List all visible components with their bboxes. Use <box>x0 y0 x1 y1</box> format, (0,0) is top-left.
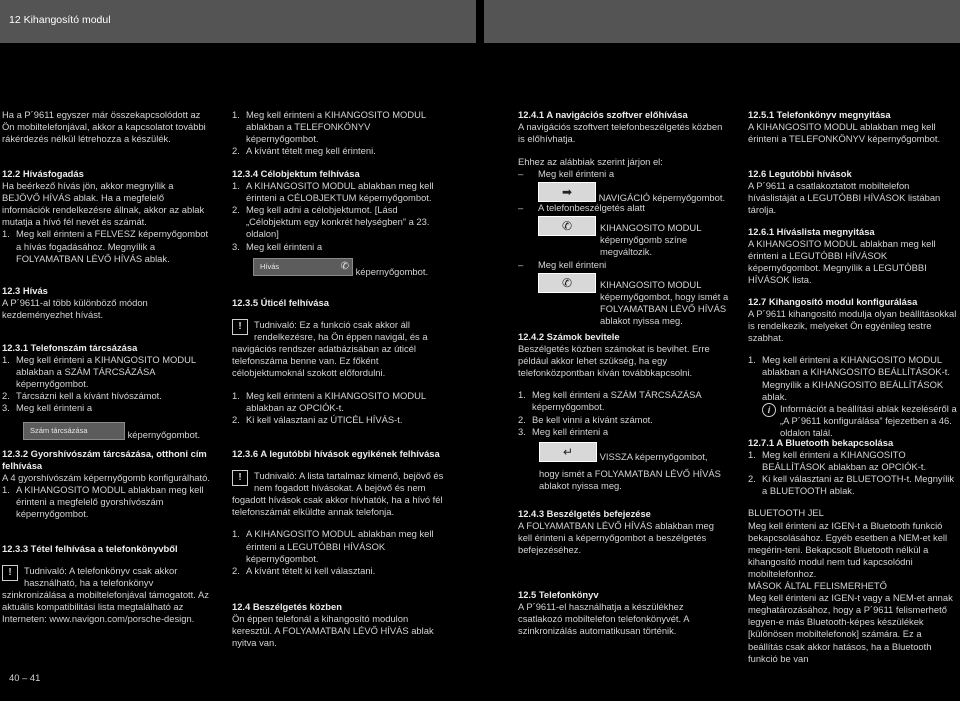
list-item: 2. Be kell vinni a kívánt számot. <box>518 413 653 425</box>
list-item: 3. Meg kell érinteni a <box>518 425 609 437</box>
warning-icon: ! <box>2 565 18 581</box>
phone-icon: ✆ <box>340 260 349 272</box>
section-title: 12.4 Beszélgetés közben <box>232 601 342 612</box>
section-12-3-5 <box>232 297 444 426</box>
navigation-button[interactable] <box>538 182 596 202</box>
list-item: 1. Meg kell érinteni a KIHANGOSITO MODUL ablakban az OPCIÓK-t. <box>232 389 426 413</box>
section-12-7 <box>748 296 958 439</box>
info-item: i Információt a beállítási ablak kezeléséről a „A P´9611 konfigurálása” fejezetben a 46. oldalon talál. <box>748 403 958 439</box>
header-right <box>484 0 960 43</box>
list-item: 2. Ki kell választani az BLUETOOTH-t. Megnyílik a BLUETOOTH ablak. <box>748 473 955 497</box>
section-text: Ön éppen telefonál a kihangosító modulon keresztül. A FOLYAMATBAN LÉVŐ HÍVÁS ablak nyitva van. <box>232 613 434 649</box>
section-text: A P´9611 a csatlakoztatott mobiltelefon híváslistáját a LEGUTÓBBI HÍVÁSOK listában tárolja. <box>748 180 941 216</box>
list-item: 1. A KIHANGOSITO MODUL ablakban meg kell érinteni a LEGUTÓBBI HÍVÁSOK képernyőgombot. <box>232 528 434 564</box>
bluetooth-signal-title: BLUETOOTH JEL <box>748 507 824 519</box>
back-button[interactable] <box>539 442 597 462</box>
section-title: 12.3.5 Úticél felhívása <box>232 297 329 308</box>
header-bar <box>0 0 960 43</box>
list-item: 2. A kívánt tételt meg kell érinteni. <box>232 145 376 157</box>
section-title: 12.5 Telefonkönyv <box>518 589 599 600</box>
section-title: 12.3 Hívás <box>2 285 48 296</box>
warning-icon: ! <box>232 319 248 335</box>
bluetooth-signal-text: Meg kell érinteni az IGEN-t a Bluetooth funkció bekapcsolásához. Egyéb esetben a NEM-et kell megérin-teni. Bekapcsolt Bluetooth nélkül a kihangosító modul nem tud kapcsolódni mobiltelefonhoz. <box>748 519 948 579</box>
section-text: Ha beérkező hívás jön, akkor megnyílik a BEJÖVŐ HÍVÁS ablak. Ha a megfelelő információk rendelkezésre állnak, akkor az ablak mutatja a hívó fél nevét és számát. <box>2 180 205 228</box>
section-text: A navigációs szoftvert telefonbeszélgetés közben is előhívhatja. <box>518 121 723 145</box>
section-text: A 4 gyorshívószám képernyőgomb konfigurálható. <box>2 472 210 484</box>
section-title: 12.6 Legutóbbi hívások <box>748 168 852 179</box>
list-item: 2. Tárcsázni kell a kívánt hívószámot. <box>2 390 162 402</box>
handsfree-return-button[interactable] <box>538 273 596 293</box>
arrow-right-icon: ➡ <box>561 185 573 200</box>
section-12-3-1: 12.3.1 Telefonszám tárcsázása 1. Meg kell érinteni a KIHANGOSITO MODUL ablakban a SZÁM TÁRCSÁZÁSA képernyőgombot. 2. Tárcsázni kell a kívánt hívószámot. 3. Meg kell érinteni a Szám tárcsázása képernyőgombot. <box>2 342 214 440</box>
list-item: 3. Meg kell érinteni a <box>2 402 93 414</box>
section-12-3 <box>2 285 214 321</box>
section-12-4 <box>232 601 444 649</box>
list-item: 2. Ki kell választani az ÚTICÉL HÍVÁS-t. <box>232 413 403 425</box>
visible-text: Meg kell érinteni az IGEN-t vagy a NEM-et annak meghatározásához, hogy a P´9611 felismerhető legyen-e más Bluetooth-képes készülékek [különösen mobiltelefonok] számára. Ez a beállítás csak akkor hatásos, ha a Bluetooth funkció be van <box>748 592 953 664</box>
note-text: Tudnivaló: Ez a funkció csak akkor áll rendelkezésre, ha Ön éppen navigál, és a navigációs rendszer adatbázisában az úticél telefonszáma benne van. Ez főként célobjektumoknál szokott előfordulni. <box>232 319 428 379</box>
section-title: 12.4.3 Beszélgetés befejezése <box>518 508 651 519</box>
section-12-3-2 <box>2 448 214 521</box>
section-12-4-3 <box>518 508 730 556</box>
handsfree-button[interactable] <box>538 216 596 236</box>
section-12-3-4: 12.3.4 Célobjektum felhívása 1. A KIHANGOSITO MODUL ablakban meg kell érinteni a CÉLOBJEKTUM képernyőgombot. 2. Meg kell adni a célobjektumot. [Lásd „Célobjektum egy konkrét helységben” a 23. oldalon] 3. Meg kell érinteni a Hívás ✆ képernyőgombot. <box>232 168 444 276</box>
section-12-7-1 <box>748 437 958 665</box>
section-title: 12.2 Hívásfogadás <box>2 168 84 179</box>
list-item: 1. Meg kell érinteni a KIHANGOSITO MODUL ablakban a KIHANGOSITO BEÁLLÍTÁSOK-t. Megnyílik a KIHANGOSITO BEÁLLÍTÁSOK ablak. <box>748 354 950 402</box>
section-title: 12.3.6 A legutóbbi hívások egyikének felhívása <box>232 448 440 459</box>
section-12-6 <box>748 168 958 216</box>
section-title: 12.6.1 Híváslista megnyitása <box>748 226 875 237</box>
section-title: 12.5.1 Telefonkönyv megnyitása <box>748 109 891 120</box>
section-title: 12.7.1 A Bluetooth bekapcsolása <box>748 437 894 448</box>
section-12-4-2: 12.4.2 Számok bevitele Beszélgetés közben számokat is bevihet. Erre például akkor lehet szükség, ha egy telefonközpontban kíván továbbkapcsolni. 1. Meg kell érinteni a SZÁM TÁRCSÁZÁSA képernyőgombot. 2. Be kell vinni a kívánt számot. 3. Meg kell érinteni a ↵ VISSZA képernyőgombot, hogy ismét a FOLYAMATBAN LÉVŐ HÍVÁS ablakot nyissa meg. <box>518 331 730 486</box>
note-text: Tudnivaló: A lista tartalmaz kimenő, bejövő és nem fogadott hívásokat. A bejövő és nem fogadott hívások csak akkor hívhatók, ha a hívó fél telefonszámát elküldte annak telefonja. <box>232 470 444 518</box>
list-item: 1. A KIHANGOSITO MODUL ablakban meg kell érinteni a CÉLOBJEKTUM képernyőgombot. <box>232 180 434 204</box>
section-12-5 <box>518 589 730 637</box>
list-item: 1. Meg kell érinteni a KIHANGOSITO MODUL ablakban a TELEFONKÖNYV képernyőgombot. <box>232 109 426 145</box>
phone-icon: ✆ <box>561 219 573 234</box>
list-item: 2. A kívánt tételt ki kell választani. <box>232 564 376 576</box>
warning-icon: ! <box>232 470 248 486</box>
list-item: 2. Meg kell adni a célobjektumot. [Lásd „Célobjektum egy konkrét helységben” a 23. oldalon] <box>232 204 430 240</box>
header-left <box>0 0 476 43</box>
phone-icon: ✆ <box>561 275 573 290</box>
section-12-4-1 <box>518 109 730 145</box>
page-title: 12 Kihangosító modul <box>9 14 111 26</box>
page-number: 40 – 41 <box>9 672 41 683</box>
section-12-6-1 <box>748 226 958 286</box>
list-item: 1. A KIHANGOSITO MODUL ablakban meg kell érinteni a megfelelő gyorshívószám képernyőgombot. <box>2 484 204 520</box>
section-title: 12.7 Kihangosító modul konfigurálása <box>748 296 918 307</box>
section-title: 12.4.2 Számok bevitele <box>518 331 620 342</box>
section-text: A FOLYAMATBAN LÉVŐ HÍVÁS ablakban meg kell érinteni a képernyőgombot a beszélgetés befejezéséhez. <box>518 520 714 556</box>
section-title: 12.3.4 Célobjektum felhívása <box>232 168 360 179</box>
column-1 <box>2 109 214 145</box>
info-icon: i <box>762 403 776 417</box>
list-item: – Meg kell érinteni <box>518 258 607 270</box>
list-item: 1. Meg kell érinteni a FELVESZ képernyőgombot a hívás fogadásához. Megnyílik a FOLYAMATBAN LÉVŐ HÍVÁS ablak. <box>2 228 209 264</box>
column-2-top <box>232 109 444 157</box>
intro-text: Ha a P´9611 egyszer már összekapcsolódott az Ön mobiltelefonjával, akkor a kapcsolatot további rákérdezés nélkül létrehozza a készülék. <box>2 109 206 145</box>
section-title: 12.3.1 Telefonszám tárcsázása <box>2 342 138 353</box>
dial-number-button[interactable]: Szám tárcsázása <box>23 422 125 440</box>
section-12-3-6 <box>232 448 444 577</box>
list-item: – A telefonbeszélgetés alatt <box>518 202 645 214</box>
section-12-3-3 <box>2 543 214 626</box>
section-12-5-1 <box>748 109 958 145</box>
note-text: Tudnivaló: A telefonkönyv csak akkor használható, ha a telefonkönyv szinkronizálása a mobiltelefonjával támogatott. Az aktuális kompatibilitási lista megtalálható az Interneten: www.navigon.com/porsche-design. <box>2 565 209 625</box>
call-button[interactable]: Hívás ✆ <box>253 258 353 276</box>
nav-steps: Ehhez az alábbiak szerint járjon el: – Meg kell érinteni a ➡ NAVIGÁCIÓ képernyőgombot. – A telefonbeszélgetés alatt ✆ KIHANGOSITO MODUL képernyőgomb színe megváltozik. – Meg kell érinteni ✆ KIHANGOSITO MODUL képernyőgombot, hogy ismét a FOLYAMATBAN LÉVŐ HÍVÁS ablakot nyissa meg. <box>518 156 729 326</box>
section-text: Beszélgetés közben számokat is bevihet. Erre például akkor lehet szükség, ha egy telefonközpontban kíván továbbkapcsolni. <box>518 343 710 379</box>
section-text: A P´9611-el használhatja a készülékhez csatlakozó mobiltelefon telefonkönyvét. A szinkronizálás automatikusan történik. <box>518 601 689 637</box>
visible-title: MÁSOK ÁLTAL FELISMERHETŐ <box>748 580 887 592</box>
section-title: 12.3.3 Tétel felhívása a telefonkönyvből <box>2 543 178 554</box>
enter-icon: ↵ <box>562 444 574 459</box>
list-item: – Meg kell érinteni a <box>518 168 615 180</box>
section-text: A KIHANGOSITO MODUL ablakban meg kell érinteni a TELEFONKÖNYV képernyőgombot. <box>748 121 941 145</box>
list-item: 1. Meg kell érinteni a KIHANGOSITO MODUL ablakban a SZÁM TÁRCSÁZÁSA képernyőgombot. <box>2 354 196 390</box>
section-12-2 <box>2 168 214 265</box>
section-text: A P´9611-al több különböző módon kezdeményezhet hívást. <box>2 297 148 321</box>
list-item: 3. Meg kell érinteni a <box>232 240 323 252</box>
list-item: 1. Meg kell érinteni a KIHANGOSITO BEÁLLÍTÁSOK ablakban az OPCIÓK-t. <box>748 449 927 473</box>
section-text: A KIHANGOSITO MODUL ablakban meg kell érinteni a LEGUTÓBBI HÍVÁSOK képernyőgombot. Megnyílik a LEGUTÓBBI HÍVÁSOK lista. <box>748 238 936 286</box>
list-item: 1. Meg kell érinteni a SZÁM TÁRCSÁZÁSA képernyőgombot. <box>518 389 702 413</box>
section-title: 12.3.2 Gyorshívószám tárcsázása, otthoni cím felhívása <box>2 448 207 472</box>
section-text: A P´9611 kihangosító modulja olyan beállításokkal is rendelkezik, melyeket Ön egyénileg testre szabhat. <box>748 308 957 344</box>
section-title: 12.4.1 A navigációs szoftver előhívása <box>518 109 688 120</box>
